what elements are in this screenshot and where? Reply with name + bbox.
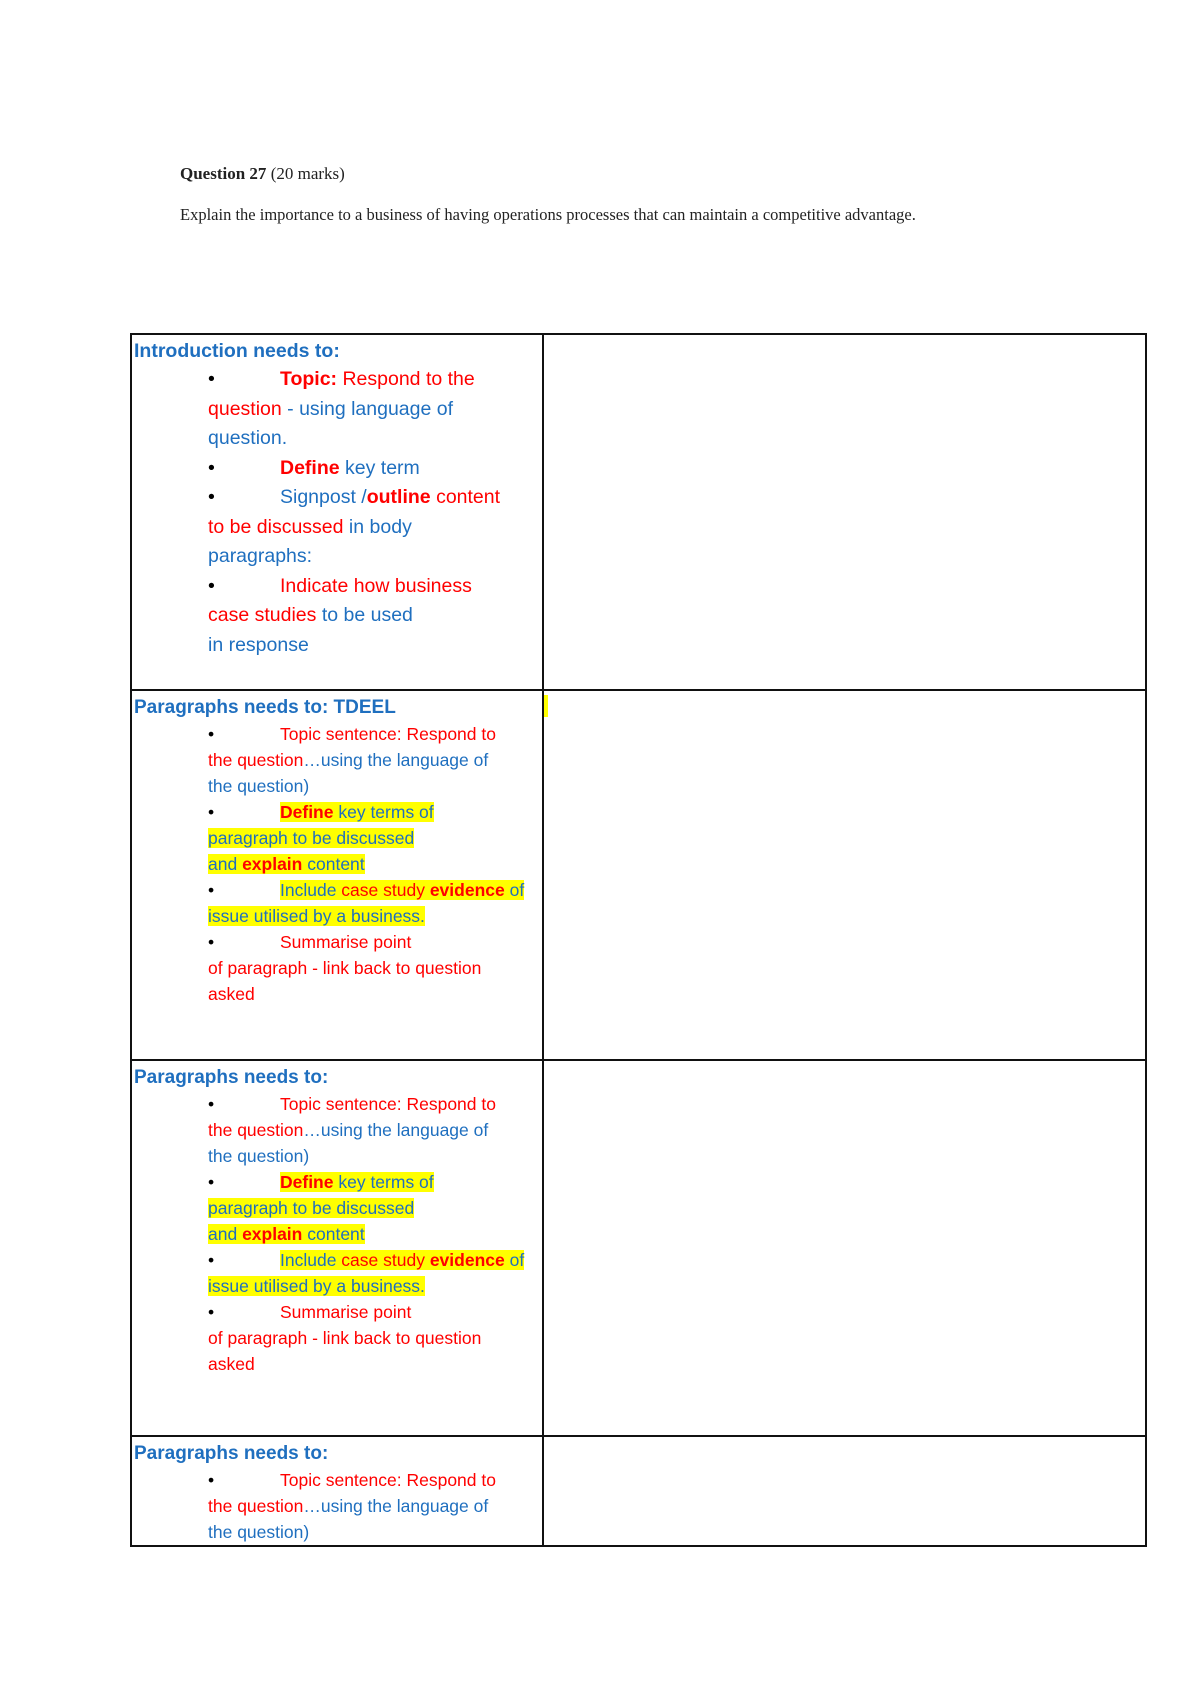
bullet-icon: •: [208, 932, 215, 952]
question-text: Explain the importance to a business of having operations processes that can maintain a competitive advantage.: [180, 205, 916, 224]
para3-item-topic: • Topic sentence: Respond to the question…using the language of the question): [208, 1467, 542, 1545]
question-block: [180, 164, 1000, 226]
intro-item-signpost: • Signpost /outline content to be discussed in body paragraphs:: [208, 483, 542, 572]
para2-item-link: • Summarise point of paragraph - link back to question asked: [208, 1299, 542, 1377]
para1-heading: Paragraphs needs to: TDEEL: [134, 697, 396, 718]
intro-row: [131, 334, 1146, 690]
question-title: [180, 164, 1000, 184]
para1-row: [131, 690, 1146, 1060]
question-marks: (20 marks): [270, 164, 345, 183]
bullet-icon: •: [208, 724, 215, 744]
para2-answer-cell[interactable]: [543, 1060, 1146, 1436]
para2-heading: Paragraphs needs to:: [134, 1067, 329, 1088]
para1-cell: [131, 690, 543, 1060]
para1-answer-cell[interactable]: [543, 690, 1146, 1060]
bullet-icon: •: [208, 1302, 215, 1322]
bullet-icon: •: [208, 880, 215, 900]
para3-row: [131, 1436, 1146, 1546]
bullet-icon: •: [208, 1172, 215, 1192]
intro-item-topic: • Topic: Respond to the question - using language of question.: [208, 365, 542, 454]
intro-item-indicate: • Indicate how business case studies to be used in response: [208, 572, 542, 661]
bullet-icon: •: [208, 574, 215, 597]
bullet-icon: •: [208, 368, 215, 390]
bullet-icon: •: [208, 1250, 215, 1270]
para2-cell: [131, 1060, 543, 1436]
para3-answer-cell[interactable]: [543, 1436, 1146, 1546]
intro-item-define: • Define key term: [208, 454, 542, 484]
question-number: Question 27: [180, 164, 267, 183]
para2-item-define: • Define key terms of paragraph to be discussed and explain content: [208, 1169, 542, 1247]
bullet-icon: •: [208, 802, 215, 822]
para2-item-evidence: • Include case study evidence of issue utilised by a business.: [208, 1247, 542, 1299]
para1-item-define: • Define key terms of paragraph to be discussed and explain content: [208, 799, 542, 877]
bullet-icon: •: [208, 456, 215, 479]
para1-item-link: • Summarise point of paragraph - link back to question asked: [208, 929, 542, 1007]
para3-cell: [131, 1436, 543, 1546]
intro-heading: Introduction needs to:: [134, 340, 340, 362]
para2-item-topic: • Topic sentence: Respond to the question…using the language of the question): [208, 1091, 542, 1169]
intro-cell: [131, 334, 543, 690]
text-cursor-marker: [544, 695, 548, 717]
para1-item-evidence: • Include case study evidence of issue utilised by a business.: [208, 877, 542, 929]
response-grid: [130, 333, 1147, 1547]
bullet-icon: •: [208, 1470, 215, 1490]
para2-row: [131, 1060, 1146, 1436]
bullet-icon: •: [208, 1094, 215, 1114]
intro-answer-cell[interactable]: [543, 334, 1146, 690]
bullet-icon: •: [208, 486, 215, 508]
para3-heading: Paragraphs needs to:: [134, 1443, 329, 1464]
para1-item-topic: • Topic sentence: Respond to the question…using the language of the question): [208, 721, 542, 799]
